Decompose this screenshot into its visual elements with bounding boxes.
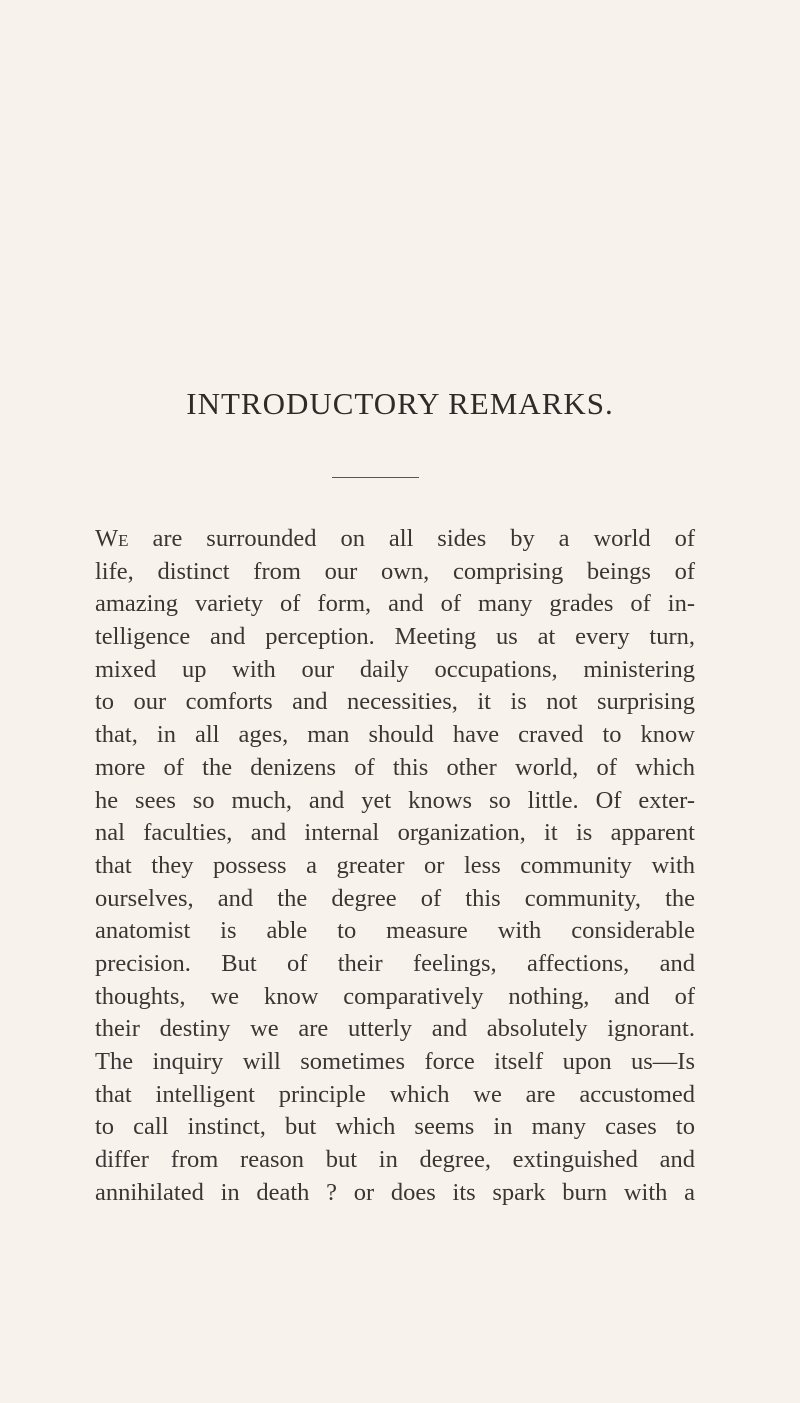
chapter-title: INTRODUCTORY REMARKS. <box>186 386 614 421</box>
text-line: he sees so much, and yet knows so little. Of exter- <box>95 786 695 814</box>
text-line: amazing variety of form, and of many grades of in- <box>95 590 695 618</box>
text-line: that they possess a greater or less community with <box>95 851 695 879</box>
text-line: that intelligent principle which we are accustomed <box>95 1080 695 1108</box>
title-divider <box>332 477 419 478</box>
text-line: precision. But of their feelings, affections, and <box>95 949 695 977</box>
text-line: mixed up with our daily occupations, ministering <box>95 655 695 683</box>
text-line: thoughts, we know comparatively nothing, and of <box>95 982 695 1010</box>
text-line: their destiny we are utterly and absolutely ignorant. <box>95 1015 695 1043</box>
text-line: to our comforts and necessities, it is not surprising <box>95 688 695 716</box>
body-paragraph <box>95 523 695 1209</box>
text-line: telligence and perception. Meeting us at every turn, <box>95 623 695 651</box>
text-line: differ from reason but in degree, extinguished and <box>95 1146 695 1174</box>
text-line: nal faculties, and internal organization, it is apparent <box>95 819 695 847</box>
text-line: life, distinct from our own, comprising beings of <box>95 557 695 585</box>
text-line: annihilated in death ? or does its spark burn with a <box>95 1178 695 1206</box>
text-line-rest: are surrounded on all sides by a world of <box>128 525 695 552</box>
text-line: to call instinct, but which seems in many cases to <box>95 1113 695 1141</box>
text-line: more of the denizens of this other world, of which <box>95 753 695 781</box>
first-word: We <box>95 525 129 552</box>
text-line: ourselves, and the degree of this community, the <box>95 884 695 912</box>
text-line: that, in all ages, man should have craved to know <box>95 721 695 749</box>
text-line: The inquiry will sometimes force itself upon us—Is <box>95 1048 695 1075</box>
text-line <box>95 523 695 556</box>
text-line: anatomist is able to measure with considerable <box>95 917 695 945</box>
